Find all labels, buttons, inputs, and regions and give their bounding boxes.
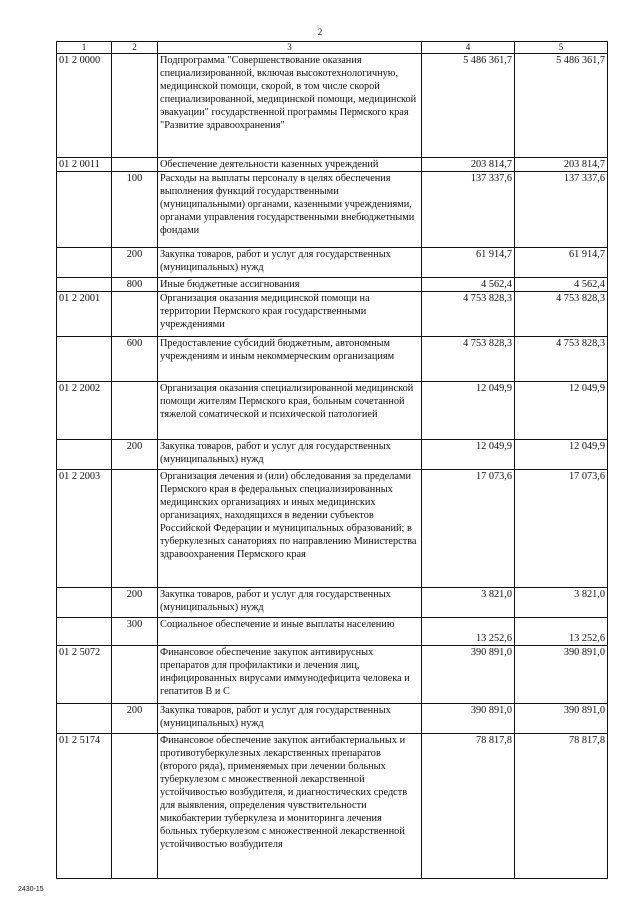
table-row — [57, 158, 608, 172]
expense-type-code — [112, 734, 158, 879]
table-row — [57, 278, 608, 292]
target-article-code — [57, 588, 112, 618]
item-name: Организация оказания специализированной медицинской помощи жителям Пермского края, больным сочетанной тяжелой соматической и психической патологией — [158, 382, 422, 440]
target-article-code — [57, 278, 112, 292]
table-row — [57, 646, 608, 704]
expense-type-code — [112, 470, 158, 588]
expense-type-code — [112, 158, 158, 172]
table-row — [57, 337, 608, 382]
table-row — [57, 618, 608, 646]
document-code: 2430-15 — [18, 886, 44, 893]
amount-col4: 61 914,7 — [422, 248, 515, 278]
expense-type-code: 200 — [112, 248, 158, 278]
column-header: 2 — [112, 42, 158, 54]
target-article-code: 01 2 5072 — [57, 646, 112, 704]
column-header: 4 — [422, 42, 515, 54]
expense-type-code: 300 — [112, 618, 158, 646]
table-row — [57, 704, 608, 734]
column-header: 5 — [515, 42, 608, 54]
amount-col4: 137 337,6 — [422, 172, 515, 248]
item-name: Организация лечения и (или) обследования за пределами Пермского края в федеральных специализированных медицинских организациях и иных медицинских организациях, находящихся в ведении субъектов Российской Федерации и муниципальных образований; в туберкулезных санаториях по направлению Министерства здравоохранения Пермского края — [158, 470, 422, 588]
amount-col5: 5 486 361,7 — [515, 54, 608, 158]
target-article-code — [57, 704, 112, 734]
target-article-code: 01 2 5174 — [57, 734, 112, 879]
target-article-code — [57, 440, 112, 470]
expense-type-code: 200 — [112, 440, 158, 470]
page-number: 2 — [317, 27, 323, 37]
table-row — [57, 588, 608, 618]
amount-col5: 4 753 828,3 — [515, 292, 608, 337]
expense-type-code — [112, 646, 158, 704]
amount-col4: 4 753 828,3 — [422, 337, 515, 382]
amount-col5: 390 891,0 — [515, 646, 608, 704]
table-row — [57, 248, 608, 278]
amount-col4: 13 252,6 — [422, 618, 515, 646]
amount-col5: 3 821,0 — [515, 588, 608, 618]
amount-col5: 390 891,0 — [515, 704, 608, 734]
amount-col4: 3 821,0 — [422, 588, 515, 618]
item-name: Закупка товаров, работ и услуг для государственных (муниципальных) нужд — [158, 440, 422, 470]
item-name: Расходы на выплаты персоналу в целях обеспечения выполнения функций государственными (муниципальными) органами, казенными учреждениями, органами управления государственными внебюджетными фондами — [158, 172, 422, 248]
item-name: Предоставление субсидий бюджетным, автономным учреждениям и иным некоммерческим организациям — [158, 337, 422, 382]
column-header: 1 — [57, 42, 112, 54]
table-header-row — [57, 42, 608, 54]
amount-col5: 4 753 828,3 — [515, 337, 608, 382]
amount-col4: 4 562,4 — [422, 278, 515, 292]
amount-col5: 203 814,7 — [515, 158, 608, 172]
amount-col4: 12 049,9 — [422, 382, 515, 440]
amount-col5: 78 817,8 — [515, 734, 608, 879]
amount-col4: 17 073,6 — [422, 470, 515, 588]
target-article-code — [57, 618, 112, 646]
amount-col5: 13 252,6 — [515, 618, 608, 646]
item-name: Иные бюджетные ассигнования — [158, 278, 422, 292]
target-article-code — [57, 172, 112, 248]
table-row — [57, 172, 608, 248]
target-article-code: 01 2 2003 — [57, 470, 112, 588]
item-name: Финансовое обеспечение закупок антивирусных препаратов для профилактики и лечения лиц, инфицированных вирусами иммунодефицита человека и гепатитов В и С — [158, 646, 422, 704]
amount-col5: 4 562,4 — [515, 278, 608, 292]
amount-col4: 4 753 828,3 — [422, 292, 515, 337]
item-name: Социальное обеспечение и иные выплаты населению — [158, 618, 422, 646]
item-name: Финансовое обеспечение закупок антибактериальных и противотуберкулезных лекарственных препаратов (второго ряда), применяемых при лечении больных туберкулезом с множественной лекарственной устойчивостью возбудителя, и диагностических средств для выявления, определения чувствительности микобактерии туберкулеза и мониторинга лечения больных туберкулезом с множественной лекарственной устойчивостью возбудителя — [158, 734, 422, 879]
expense-type-code: 600 — [112, 337, 158, 382]
amount-col5: 12 049,9 — [515, 382, 608, 440]
item-name: Обеспечение деятельности казенных учреждений — [158, 158, 422, 172]
target-article-code: 01 2 2001 — [57, 292, 112, 337]
target-article-code: 01 2 0000 — [57, 54, 112, 158]
amount-col4: 203 814,7 — [422, 158, 515, 172]
amount-col4: 390 891,0 — [422, 646, 515, 704]
target-article-code — [57, 248, 112, 278]
amount-col4: 5 486 361,7 — [422, 54, 515, 158]
table-row — [57, 440, 608, 470]
expense-type-code: 800 — [112, 278, 158, 292]
table-row — [57, 382, 608, 440]
expense-type-code: 200 — [112, 704, 158, 734]
expense-type-code — [112, 292, 158, 337]
amount-col4: 390 891,0 — [422, 704, 515, 734]
amount-col5: 137 337,6 — [515, 172, 608, 248]
column-header: 3 — [158, 42, 422, 54]
amount-col4: 12 049,9 — [422, 440, 515, 470]
amount-col5: 17 073,6 — [515, 470, 608, 588]
target-article-code: 01 2 0011 — [57, 158, 112, 172]
item-name: Закупка товаров, работ и услуг для государственных (муниципальных) нужд — [158, 248, 422, 278]
expense-type-code: 100 — [112, 172, 158, 248]
amount-col4: 78 817,8 — [422, 734, 515, 879]
table-row — [57, 470, 608, 588]
budget-table — [56, 41, 608, 879]
item-name: Закупка товаров, работ и услуг для государственных (муниципальных) нужд — [158, 704, 422, 734]
item-name: Закупка товаров, работ и услуг для государственных (муниципальных) нужд — [158, 588, 422, 618]
amount-col5: 12 049,9 — [515, 440, 608, 470]
table-row — [57, 54, 608, 158]
table-row — [57, 292, 608, 337]
table-row — [57, 734, 608, 879]
item-name: Подпрограмма "Совершенствование оказания специализированной, включая высокотехнологичную, медицинской помощи, скорой, в том числе скорой специализированной, медицинской помощи, медицинской эвакуации" государственной программы Пермского края "Развитие здравоохранения" — [158, 54, 422, 158]
item-name: Организация оказания медицинской помощи на территории Пермского края государственными учреждениями — [158, 292, 422, 337]
expense-type-code — [112, 382, 158, 440]
amount-col5: 61 914,7 — [515, 248, 608, 278]
target-article-code: 01 2 2002 — [57, 382, 112, 440]
expense-type-code — [112, 54, 158, 158]
expense-type-code: 200 — [112, 588, 158, 618]
target-article-code — [57, 337, 112, 382]
